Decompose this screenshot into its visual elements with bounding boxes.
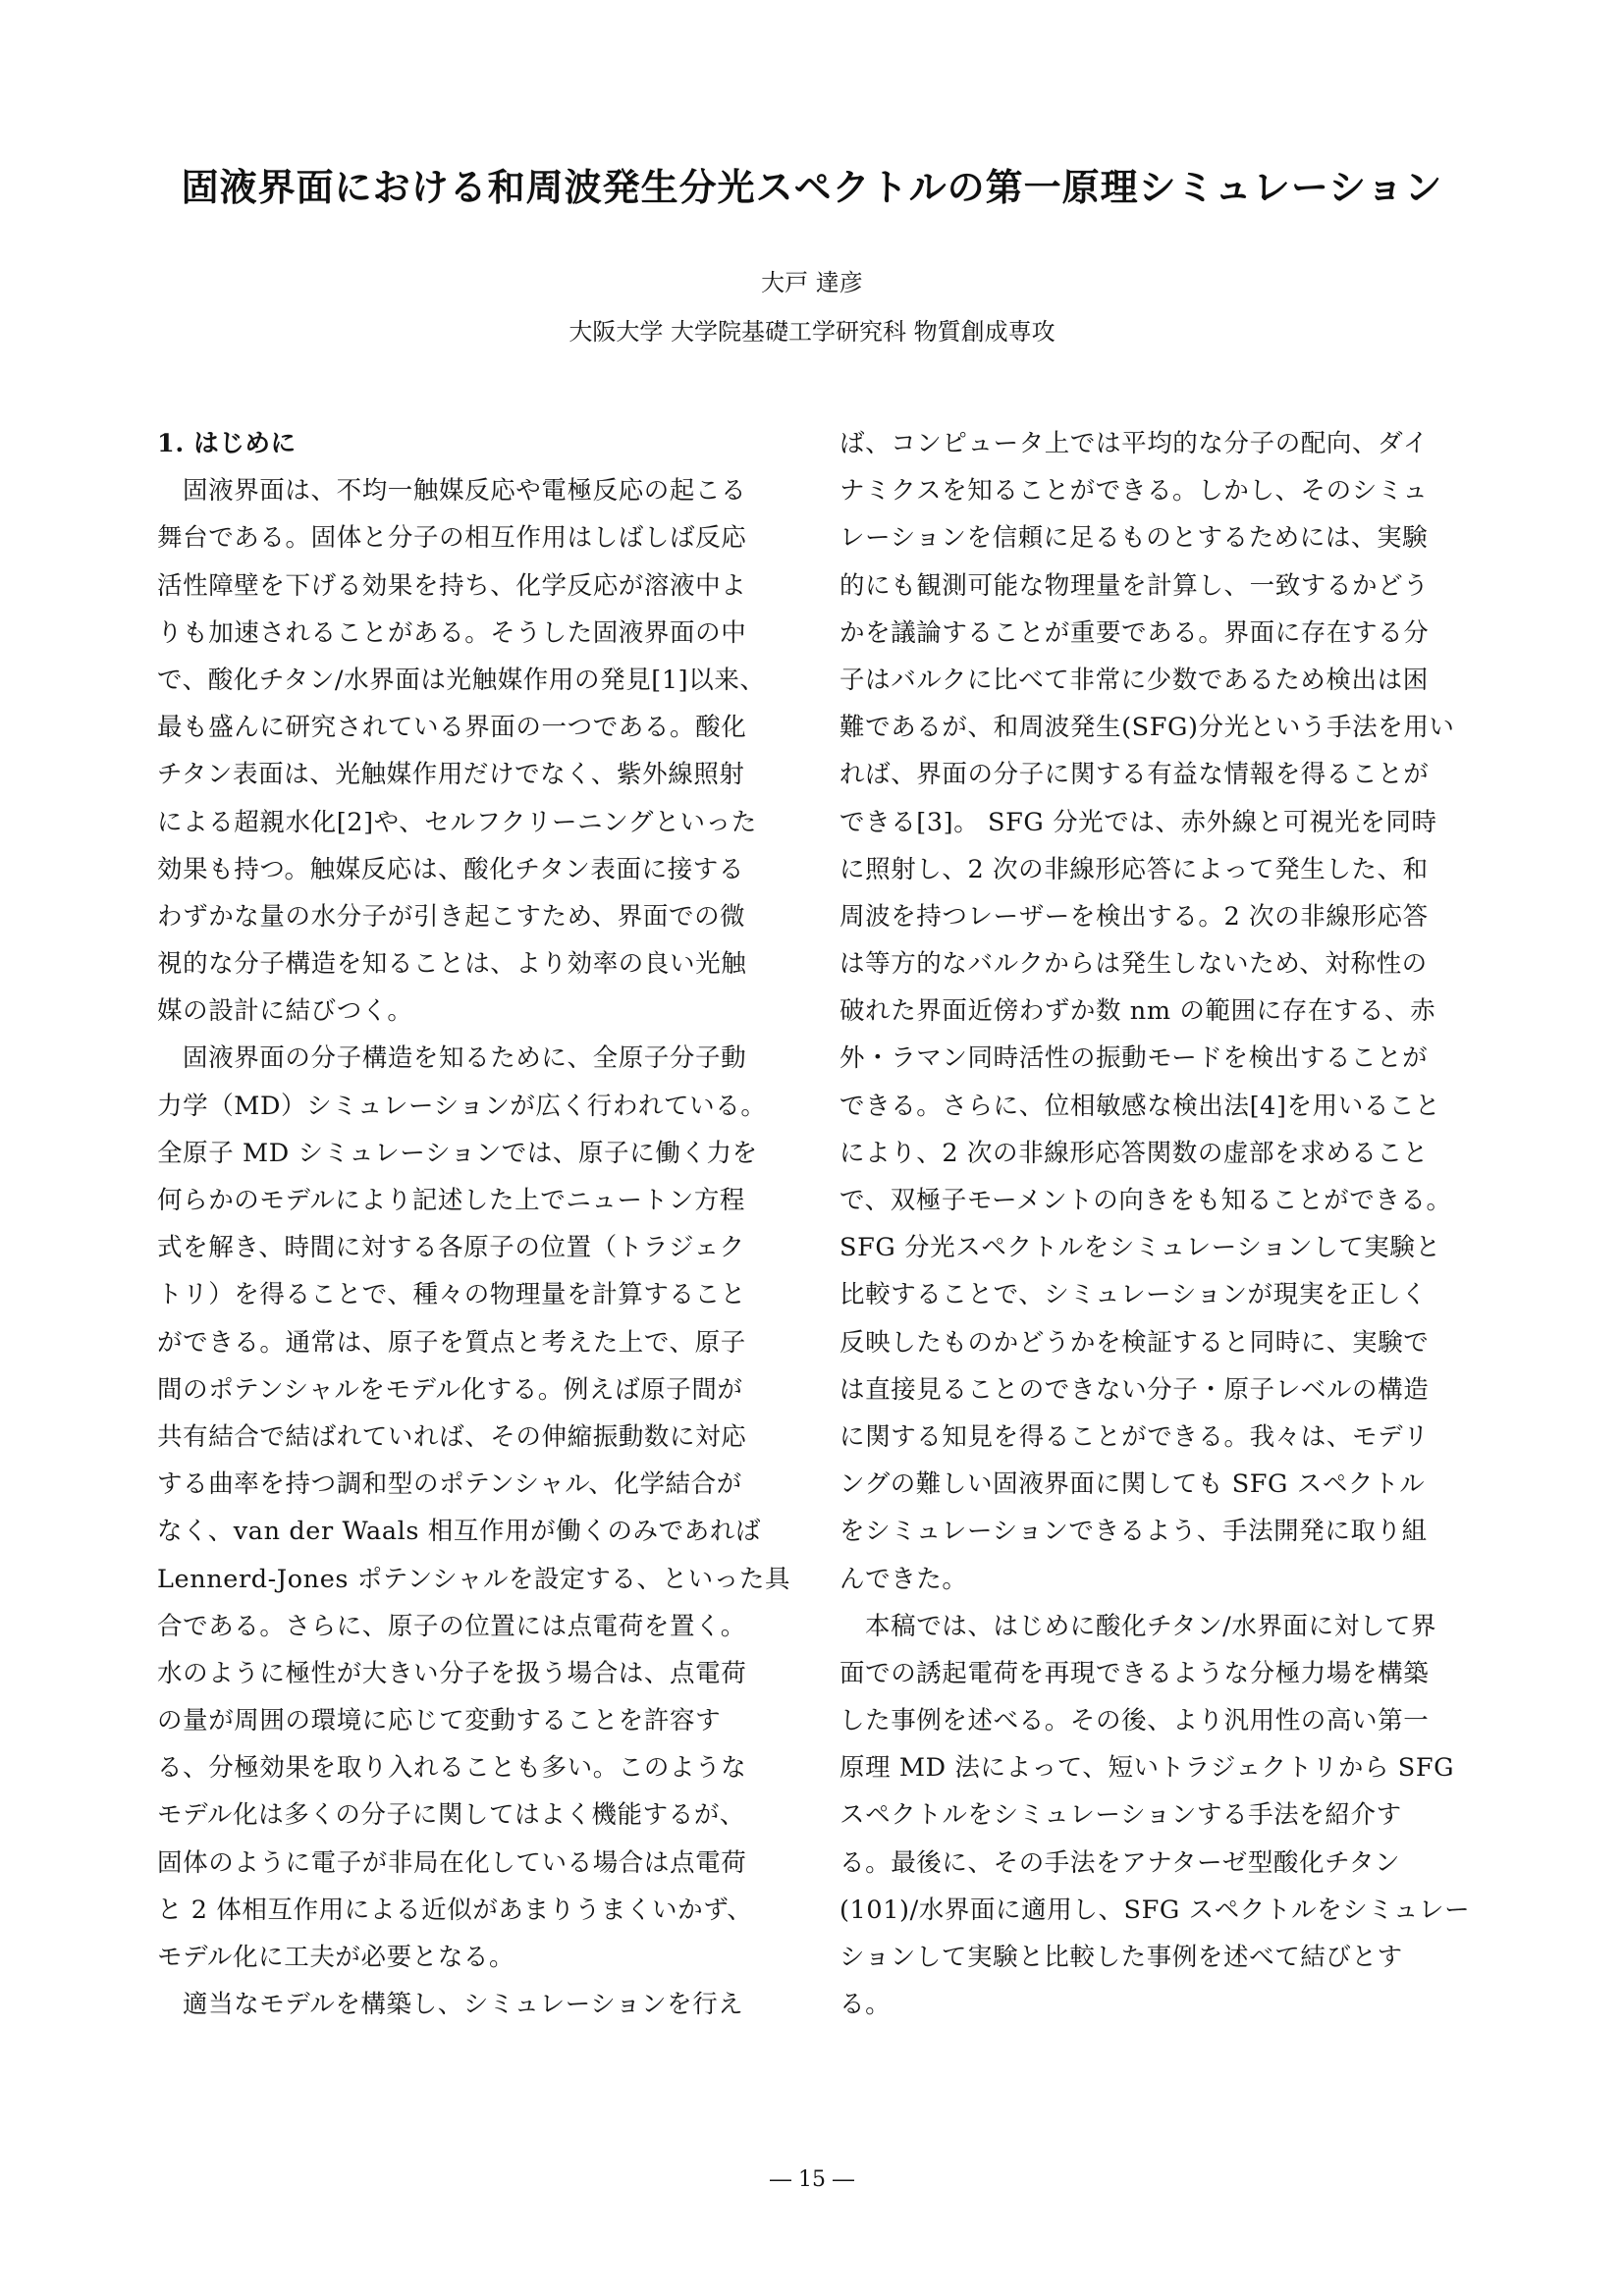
text-line: 視的な分子構造を知ることは、より効率の良い光触 xyxy=(157,949,747,980)
text-line: んできた。 xyxy=(839,1564,968,1594)
text-line: 活性障壁を下げる効果を持ち、化学反応が溶液中よ xyxy=(157,570,747,601)
text-line: 反映したものかどうかを検証すると同時に、実験で xyxy=(839,1327,1430,1358)
text-line: 周波を持つレーザーを検出する。2 次の非線形応答 xyxy=(839,901,1429,932)
text-line: る。最後に、その手法をアナターゼ型酸化チタン xyxy=(839,1847,1401,1878)
text-line: レーションを信頼に足るものとするためには、実験 xyxy=(839,523,1429,554)
text-line: トリ）を得ることで、種々の物理量を計算すること xyxy=(157,1280,746,1310)
text-line: 舞台である。固体と分子の相互作用はしばしば反応 xyxy=(157,523,747,554)
text-line: 比較することで、シミュレーションが現実を正しく xyxy=(839,1280,1428,1310)
text-line: る、分極効果を取り入れることも多い。このような xyxy=(157,1753,747,1784)
text-line: 固体のように電子が非局在化している場合は点電荷 xyxy=(157,1847,747,1878)
text-line: をシミュレーションできるよう、手法開発に取り組 xyxy=(839,1517,1428,1547)
text-line: SFG 分光スペクトルをシミュレーションして実験と xyxy=(839,1233,1441,1263)
text-line: 面での誘起電荷を再現できるような分極力場を構築 xyxy=(839,1658,1430,1688)
text-line: る。 xyxy=(839,1990,892,2020)
text-line: できる[3]。 SFG 分光では、赤外線と可視光を同時 xyxy=(839,807,1437,837)
text-line: 子はバルクに比べて非常に少数であるため検出は困 xyxy=(839,665,1429,695)
text-line: 固液界面の分子構造を知るために、全原子分子動 xyxy=(183,1043,747,1074)
text-line: かを議論することが重要である。界面に存在する分 xyxy=(839,617,1430,648)
text-line: により、2 次の非線形応答関数の虚部を求めること xyxy=(839,1138,1429,1168)
text-line: する曲率を持つ調和型のポテンシャル、化学結合が xyxy=(157,1469,742,1500)
page-number: ― 15 ― xyxy=(770,2167,854,2192)
text-line: による超親水化[2]や、セルフクリーニングといった xyxy=(157,807,757,837)
text-line: に照射し、2 次の非線形応答によって発生した、和 xyxy=(839,854,1429,884)
text-line: 原理 MD 法によって、短いトラジェクトリから SFG xyxy=(839,1753,1455,1784)
text-line: 式を解き、時間に対する各原子の位置（トラジェク xyxy=(157,1233,745,1263)
text-line: は直接見ることのできない分子・原子レベルの構造 xyxy=(839,1374,1430,1405)
text-line: 媒の設計に結びつく。 xyxy=(157,996,413,1027)
text-line: 外・ラマン同時活性の振動モードを検出することが xyxy=(839,1043,1429,1074)
text-line: と 2 体相互作用による近似があまりうまくいかず、 xyxy=(157,1895,753,1925)
author-name: 大戸 達彦 xyxy=(761,269,863,296)
text-line: ングの難しい固液界面に関しても SFG スペクトル xyxy=(839,1469,1426,1500)
right-column xyxy=(839,420,1478,2028)
text-line: ば、コンピュータ上では平均的な分子の配向、ダイ xyxy=(839,429,1429,458)
text-line: できる。さらに、位相敏感な検出法[4]を用いること xyxy=(839,1091,1441,1121)
text-line: に関する知見を得ることができる。我々は、モデリ xyxy=(839,1421,1430,1452)
text-line: モデル化は多くの分子に関してはよく機能するが、 xyxy=(157,1800,746,1831)
text-line: ションして実験と比較した事例を述べて結びとす xyxy=(839,1943,1403,1972)
text-line: スペクトルをシミュレーションする手法を紹介す xyxy=(839,1800,1402,1831)
text-line: 何らかのモデルにより記述した上でニュートン方程 xyxy=(157,1186,746,1215)
text-line: (101)/水界面に適用し、SFG スペクトルをシミュレー xyxy=(839,1895,1471,1925)
text-line: 破れた界面近傍わずか数 nm の範囲に存在する、赤 xyxy=(839,996,1436,1027)
text-line: 全原子 MD シミュレーションでは、原子に働く力を xyxy=(157,1138,758,1168)
text-line: 間のポテンシャルをモデル化する。例えば原子間が xyxy=(157,1374,743,1405)
text-line: した事例を述べる。その後、より汎用性の高い第一 xyxy=(839,1706,1430,1736)
text-line: は等方的なバルクからは発生しないため、対称性の xyxy=(839,949,1428,980)
text-line: ができる。通常は、原子を質点と考えた上で、原子 xyxy=(157,1327,746,1358)
section-heading: 1. はじめに xyxy=(157,429,297,458)
text-line: で、双極子モーメントの向きをも知ることができる。 xyxy=(839,1186,1452,1215)
text-line: ナミクスを知ることができる。しかし、そのシミュ xyxy=(839,476,1429,507)
text-line: 的にも観測可能な物理量を計算し、一致するかどう xyxy=(839,570,1430,601)
text-line: わずかな量の水分子が引き起こすため、界面での微 xyxy=(157,901,746,932)
text-line: 共有結合で結ばれていれば、その伸縮振動数に対応 xyxy=(157,1421,747,1452)
text-line: 合である。さらに、原子の位置には点電荷を置く。 xyxy=(157,1611,746,1641)
text-line: 本稿では、はじめに酸化チタン/水界面に対して界 xyxy=(865,1611,1437,1641)
text-line: 難であるが、和周波発生(SFG)分光という手法を用い xyxy=(839,713,1455,743)
text-line: で、酸化チタン/水界面は光触媒作用の発見[1]以来、 xyxy=(157,665,766,695)
text-line: 力学（MD）シミュレーションが広く行われている。 xyxy=(157,1091,767,1121)
text-line: 効果も持つ。触媒反応は、酸化チタン表面に接する xyxy=(157,854,745,884)
paper-title: 固液界面における和周波発生分光スペクトルの第一原理シミュレーション xyxy=(181,166,1443,209)
text-line: 適当なモデルを構築し、シミュレーションを行え xyxy=(183,1990,744,2020)
text-line: りも加速されることがある。そうした固液界面の中 xyxy=(157,617,747,648)
text-line: 最も盛んに研究されている界面の一つである。酸化 xyxy=(157,713,747,743)
text-line: Lennerd-Jones ポテンシャルを設定する、といった具 xyxy=(157,1564,791,1594)
text-line: 固液界面は、不均一触媒反応や電極反応の起こる xyxy=(183,476,747,507)
text-line: なく、van der Waals 相互作用が働くのみであれば xyxy=(157,1517,762,1547)
text-line: れば、界面の分子に関する有益な情報を得ることが xyxy=(839,760,1430,790)
text-line: モデル化に工夫が必要となる。 xyxy=(157,1943,515,1972)
text-line: 水のように極性が大きい分子を扱う場合は、点電荷 xyxy=(157,1658,747,1688)
text-line: の量が周囲の環境に応じて変動することを許容す xyxy=(157,1706,722,1736)
left-column xyxy=(157,420,795,2028)
author-affiliation: 大阪大学 大学院基礎工学研究科 物質創成専攻 xyxy=(568,318,1056,346)
text-line: チタン表面は、光触媒作用だけでなく、紫外線照射 xyxy=(157,760,745,790)
